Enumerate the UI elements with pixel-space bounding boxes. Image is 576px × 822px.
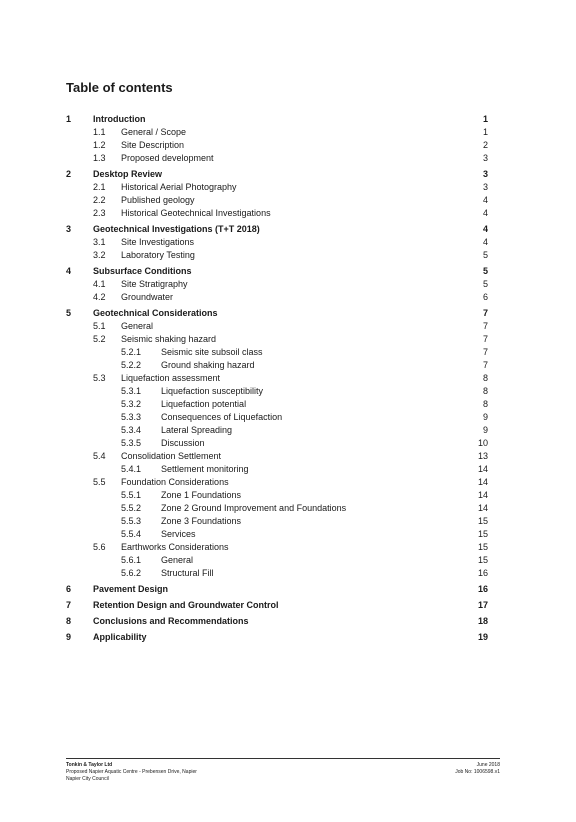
toc-subsection-row [66,181,488,194]
footer-client: Napier City Council [66,776,109,782]
toc-entry-number: 4.2 [93,292,106,302]
toc-entry-page: 4 [482,224,488,234]
toc-entry-title: Zone 1 Foundations [161,490,242,500]
toc-subsubsection-row [66,411,488,424]
toc-entry-number: 3.2 [93,250,106,260]
toc-entry-title: Historical Geotechnical Investigations [121,208,271,218]
toc-entry-page: 6 [482,292,488,302]
toc-entry-title: Consolidation Settlement [121,451,222,461]
table-of-contents [66,113,488,644]
toc-entry-page: 8 [482,399,488,409]
toc-entry-number: 2.2 [93,195,106,205]
toc-entry-number: 5.2.2 [121,360,142,370]
toc-entry-page: 9 [482,425,488,435]
toc-entry-title: Groundwater [121,292,174,302]
toc-entry-number: 4 [66,266,72,276]
toc-entry-page: 4 [482,208,488,218]
toc-entry-number: 5.3.4 [121,425,142,435]
page-title: Table of contents [66,80,173,95]
toc-entry-page: 9 [482,412,488,422]
toc-entry-title: Historical Aerial Photography [121,182,237,192]
toc-subsection-row [66,450,488,463]
toc-entry-number: 9 [66,632,72,642]
toc-entry-title: Conclusions and Recommendations [93,616,249,626]
footer-right [455,762,500,776]
toc-subsection-row [66,236,488,249]
toc-entry-number: 5.4.1 [121,464,142,474]
toc-entry-title: Zone 2 Ground Improvement and Foundations [161,503,347,513]
toc-entry-number: 5 [66,308,72,318]
toc-entry-number: 5.3.1 [121,386,142,396]
footer-divider [66,758,500,759]
toc-subsection-row [66,278,488,291]
toc-entry-title: Services [161,529,196,539]
toc-entry-number: 7 [66,600,72,610]
toc-entry-title: General [161,555,194,565]
toc-entry-number: 5.3.2 [121,399,142,409]
toc-subsubsection-row [66,489,488,502]
toc-entry-page: 7 [482,308,488,318]
toc-entry-number: 5.6.2 [121,568,142,578]
toc-entry-page: 16 [477,584,488,594]
toc-entry-title: Discussion [161,438,205,448]
toc-entry-title: Introduction [93,114,146,124]
toc-entry-title: Consequences of Liquefaction [161,412,283,422]
toc-entry-page: 5 [482,279,488,289]
toc-entry-number: 5.5.3 [121,516,142,526]
toc-entry-page: 5 [482,250,488,260]
toc-entry-page: 15 [477,516,488,526]
toc-entry-number: 3 [66,224,72,234]
toc-entry-title: Settlement monitoring [161,464,249,474]
toc-subsection-row [66,249,488,262]
toc-entry-title: Geotechnical Investigations (T+T 2018) [93,224,260,234]
toc-entry-number: 5.4 [93,451,106,461]
toc-section-row [66,599,488,612]
toc-section-row [66,265,488,278]
toc-subsubsection-row [66,463,488,476]
footer-left [66,762,197,783]
toc-entry-number: 5.5.4 [121,529,142,539]
toc-subsubsection-row [66,554,488,567]
toc-entry-number: 8 [66,616,72,626]
toc-entry-page: 15 [477,529,488,539]
toc-entry-page: 3 [482,153,488,163]
toc-entry-page: 15 [477,542,488,552]
toc-entry-page: 3 [482,169,488,179]
toc-subsection-row [66,476,488,489]
toc-entry-title: Geotechnical Considerations [93,308,218,318]
toc-entry-title: Earthworks Considerations [121,542,229,552]
footer-date: June 2018 [476,762,500,768]
toc-entry-number: 5.3 [93,373,106,383]
toc-entry-title: Desktop Review [93,169,163,179]
toc-subsubsection-row [66,398,488,411]
toc-entry-page: 14 [477,464,488,474]
toc-entry-page: 16 [477,568,488,578]
toc-entry-number: 3.1 [93,237,106,247]
toc-subsection-row [66,333,488,346]
toc-entry-page: 7 [482,347,488,357]
toc-subsection-row [66,126,488,139]
toc-entry-number: 5.1 [93,321,106,331]
toc-subsection-row [66,152,488,165]
toc-entry-number: 1.1 [93,127,106,137]
toc-entry-page: 14 [477,503,488,513]
toc-subsection-row [66,139,488,152]
toc-entry-page: 2 [482,140,488,150]
toc-entry-page: 18 [477,616,488,626]
toc-entry-number: 2.1 [93,182,106,192]
toc-section-row [66,307,488,320]
toc-entry-title: Ground shaking hazard [161,360,255,370]
toc-subsubsection-row [66,515,488,528]
toc-entry-title: Pavement Design [93,584,169,594]
toc-entry-number: 4.1 [93,279,106,289]
toc-entry-number: 5.6 [93,542,106,552]
toc-entry-page: 8 [482,373,488,383]
toc-entry-title: Liquefaction susceptibility [161,386,264,396]
toc-entry-title: General / Scope [121,127,187,137]
toc-entry-page: 1 [482,114,488,124]
toc-subsubsection-row [66,528,488,541]
toc-entry-number: 1.2 [93,140,106,150]
toc-entry-number: 5.2 [93,334,106,344]
toc-subsubsection-row [66,359,488,372]
toc-subsection-row [66,320,488,333]
toc-subsection-row [66,194,488,207]
toc-entry-title: Proposed development [121,153,214,163]
toc-entry-page: 19 [477,632,488,642]
toc-entry-title: Site Description [121,140,185,150]
toc-entry-title: Seismic site subsoil class [161,347,263,357]
toc-entry-number: 5.5 [93,477,106,487]
toc-entry-title: Retention Design and Groundwater Control [93,600,279,610]
toc-entry-page: 1 [482,127,488,137]
toc-entry-page: 14 [477,477,488,487]
toc-entry-title: Subsurface Conditions [93,266,192,276]
toc-entry-number: 2 [66,169,72,179]
toc-entry-title: Applicability [93,632,147,642]
toc-entry-number: 5.3.3 [121,412,142,422]
toc-section-row [66,113,488,126]
toc-entry-page: 17 [477,600,488,610]
toc-entry-title: Lateral Spreading [161,425,233,435]
toc-entry-page: 5 [482,266,488,276]
toc-entry-title: Structural Fill [161,568,214,578]
toc-subsection-row [66,207,488,220]
toc-entry-title: Foundation Considerations [121,477,229,487]
toc-subsubsection-row [66,567,488,580]
toc-subsection-row [66,291,488,304]
toc-subsection-row [66,541,488,554]
toc-entry-number: 5.6.1 [121,555,142,565]
toc-entry-title: General [121,321,154,331]
toc-entry-page: 10 [477,438,488,448]
toc-subsubsection-row [66,346,488,359]
toc-entry-title: Site Stratigraphy [121,279,188,289]
toc-section-row [66,223,488,236]
toc-subsubsection-row [66,437,488,450]
toc-entry-title: Laboratory Testing [121,250,195,260]
toc-entry-page: 3 [482,182,488,192]
toc-entry-page: 4 [482,237,488,247]
toc-subsubsection-row [66,424,488,437]
toc-section-row [66,168,488,181]
toc-entry-page: 14 [477,490,488,500]
toc-entry-number: 1 [66,114,72,124]
toc-entry-page: 7 [482,360,488,370]
toc-entry-number: 6 [66,584,72,594]
toc-entry-title: Liquefaction potential [161,399,247,409]
toc-subsection-row [66,372,488,385]
toc-entry-title: Site Investigations [121,237,195,247]
toc-entry-page: 7 [482,334,488,344]
toc-entry-page: 8 [482,386,488,396]
footer-job-number: Job No: 1006598.v1 [455,769,500,775]
toc-entry-number: 2.3 [93,208,106,218]
toc-entry-page: 4 [482,195,488,205]
toc-section-row [66,583,488,596]
toc-entry-page: 15 [477,555,488,565]
toc-entry-title: Zone 3 Foundations [161,516,242,526]
footer-company: Tonkin & Taylor Ltd [66,762,113,768]
toc-entry-title: Liquefaction assessment [121,373,221,383]
toc-entry-number: 5.5.1 [121,490,142,500]
toc-subsubsection-row [66,385,488,398]
toc-section-row [66,631,488,644]
toc-entry-title: Published geology [121,195,195,205]
toc-entry-number: 5.3.5 [121,438,142,448]
toc-section-row [66,615,488,628]
toc-subsubsection-row [66,502,488,515]
toc-entry-number: 1.3 [93,153,106,163]
toc-entry-title: Seismic shaking hazard [121,334,217,344]
footer-project: Proposed Napier Aquatic Centre - Prebensen Drive, Napier [66,769,197,775]
toc-entry-number: 5.2.1 [121,347,142,357]
toc-entry-page: 13 [477,451,488,461]
toc-entry-number: 5.5.2 [121,503,142,513]
toc-entry-page: 7 [482,321,488,331]
